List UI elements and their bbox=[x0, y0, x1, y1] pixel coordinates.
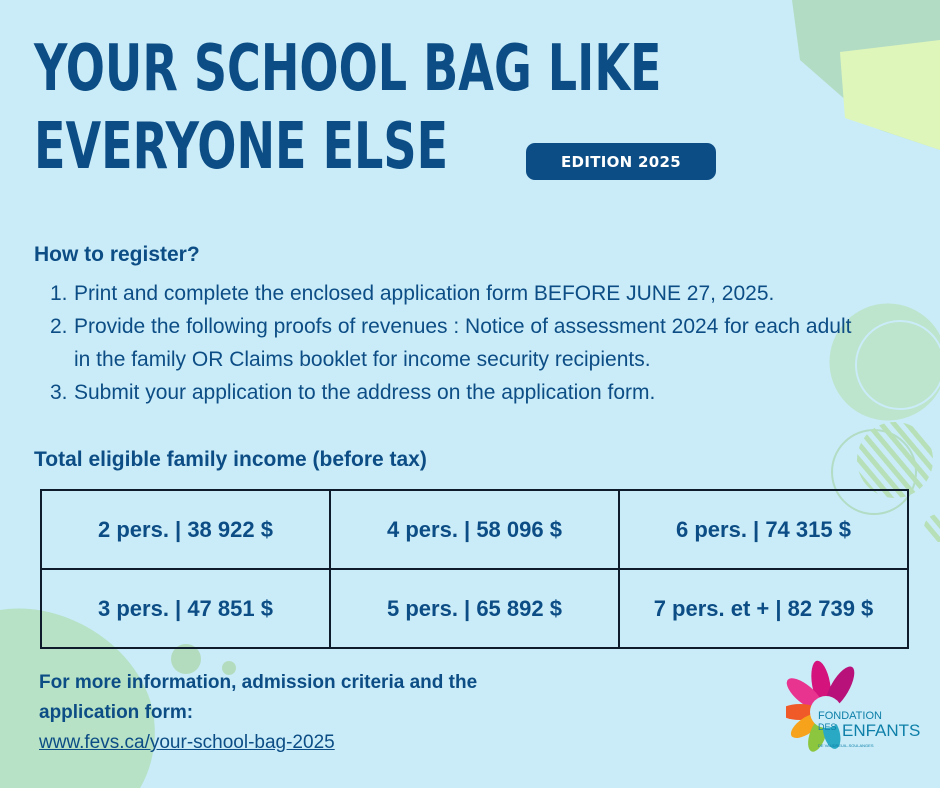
income-heading: Total eligible family income (before tax) bbox=[34, 448, 427, 471]
website-link[interactable]: www.fevs.ca/your-school-bag-2025 bbox=[39, 732, 335, 753]
logo-line-4: DE VAUDREUIL-SOULANGES bbox=[818, 743, 874, 748]
step-text: Print and complete the enclosed application form BEFORE JUNE 27, 2025. bbox=[74, 282, 775, 305]
step-number: 1. bbox=[50, 282, 68, 305]
table-cell: 2 pers. | 38 922 $ bbox=[41, 490, 330, 569]
more-info-text: For more information, admission criteria and the application form: bbox=[39, 672, 478, 723]
table-cell: 3 pers. | 47 851 $ bbox=[41, 569, 330, 648]
income-table bbox=[40, 489, 909, 649]
step-text: Submit your application to the address on the application form. bbox=[74, 381, 656, 404]
table-row bbox=[41, 490, 908, 569]
title-line-1: YOUR SCHOOL BAG LIKE bbox=[34, 32, 662, 106]
list-item bbox=[50, 376, 870, 409]
register-steps-list bbox=[50, 277, 870, 409]
step-number: 3. bbox=[50, 381, 68, 404]
logo-wordmark bbox=[818, 710, 921, 748]
logo-line-1: FONDATION bbox=[818, 710, 882, 722]
step-text: Provide the following proofs of revenues : Notice of assessment 2024 for each adult in the family OR Claims booklet for income security recipients. bbox=[74, 315, 852, 371]
logo-line-2: DES bbox=[818, 722, 837, 732]
logo-line-3: ENFANTS bbox=[842, 721, 921, 740]
edition-badge: EDITION 2025 bbox=[526, 143, 716, 180]
table-cell: 7 pers. et + | 82 739 $ bbox=[619, 569, 908, 648]
step-number: 2. bbox=[50, 315, 68, 338]
right-striped-circle bbox=[857, 422, 933, 498]
list-item bbox=[50, 310, 870, 376]
table-cell: 4 pers. | 58 096 $ bbox=[330, 490, 619, 569]
table-cell: 6 pers. | 74 315 $ bbox=[619, 490, 908, 569]
list-item bbox=[50, 277, 870, 310]
register-heading: How to register? bbox=[34, 243, 200, 266]
title-line-2: EVERYONE ELSE bbox=[34, 110, 449, 184]
top-right-light-shape bbox=[840, 40, 940, 150]
table-cell: 5 pers. | 65 892 $ bbox=[330, 569, 619, 648]
table-row bbox=[41, 569, 908, 648]
